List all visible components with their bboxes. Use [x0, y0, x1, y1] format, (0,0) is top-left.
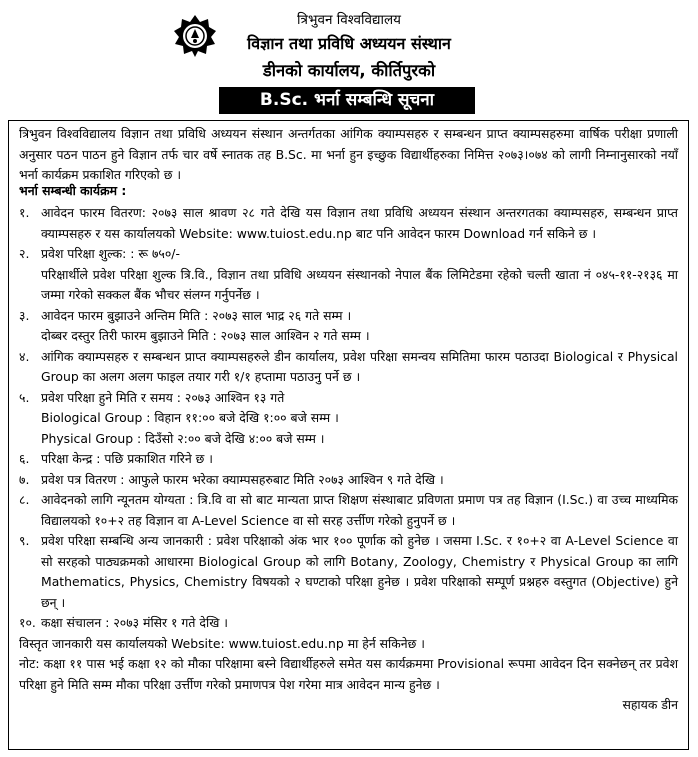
program-item: [19, 531, 678, 613]
intro-paragraph: त्रिभुवन विश्वविद्यालय विज्ञान तथा प्रविधि अध्ययन संस्थान अन्तर्गतका आंगिक क्याम्पसहरु र सम्बन्धन प्राप्त क्याम्पसहरुमा वार्षिक परीक्षा प्रणाली अनुसार पठन पाठन हुने विज्ञान तर्फ चार वर्षे स्नातक तह B.Sc. मा भर्ना हुन इच्छुक विद्यार्थीहरुका निमित्त २०७३।०७४ को लागी निम्नानुसारको नयाँ भर्ना कार्यक्रम प्रकाशित गरिएको छ ।: [19, 126, 678, 182]
item-text: आवेदन फारम बुझाउने अन्तिम मिति : २०७३ साल भाद्र २६ गते सम्म ।: [41, 307, 352, 323]
item-text: Physical Group : दिउँसो २:०० बजे देखि ४:०० बजे सम्म ।: [41, 430, 325, 446]
program-items: [19, 203, 678, 634]
item-number: ६.: [19, 451, 30, 466]
note-paragraph: नोट: कक्षा ११ पास भई कक्षा १२ को मौका परिक्षामा बस्ने विद्यार्थीहरुले समेत यस कार्यक्रममा Provisional रूपमा आवेदन दिन सक्नेछन् तर प्रवेश परिक्षा हुने मिति सम्म मौका परिक्षा उर्त्तीण गरेको प्रमाणपत्र पेश गरेमा मात्र आवेदन मान्य हुनेछ ।: [19, 656, 678, 692]
item-number: ७.: [19, 471, 30, 487]
item-text: आवेदनको लागि न्यूनतम योग्यता : त्रि.वि वा सो बाट मान्यता प्राप्त शिक्षण संस्थाबाट प्रविणता प्रमाण पत्र तह विज्ञान (I.Sc.) वा उच्च माध्यमिक विद्यालयको १०+२ तह विज्ञान वा A-Level Science वा सो सरह उर्त्तीण गरेको हुनुपर्ने छ ।: [41, 492, 678, 528]
item-number: ५.: [19, 389, 30, 405]
item-text: प्रवेश परिक्षा सम्बन्धि अन्य जानकारी : प्रवेश परिक्षाको अंक भार १०० पूर्णाक को हुनेछ । जसमा I.Sc. र १०+२ वा A-Level Science वा सो सरहको पाठ्यक्रमको आधारमा Biological Group को लागि Botany, Zoology, Chemistry र Physical Group का लागि Mathematics, Physics, Chemistry विषयको २ घण्टाको परिक्षा हुनेछ । प्रवेश परिक्षाको सम्पूर्ण प्रश्नहरु वस्तुगत (Objective) हुने छन् ।: [41, 533, 678, 610]
notice-body: [8, 120, 689, 750]
signature: सहायक डीन: [622, 697, 678, 712]
program-item: [19, 449, 678, 470]
item-text: प्रवेश पत्र वितरण : आफुले फारम भरेका क्याम्पसहरुबाट मिति २०७३ आश्विन ९ गते देखि ।: [41, 471, 444, 487]
program-item: [19, 347, 678, 388]
item-text: आवेदन फारम वितरण: २०७३ साल श्रावण २८ गते देखि यस विज्ञान तथा प्रविधि अध्ययन संस्थान अन्तरगतका क्याम्पसहरु, सम्बन्धन प्राप्त क्याम्पसहरु र यस कार्यालयको Website: www.tuiost.edu.np बाट पनि आवेदन फारम Download गर्न सकिने छ ।: [41, 205, 678, 241]
notice-title: B.Sc. भर्ना सम्बन्धि सूचना: [219, 87, 475, 114]
program-item: [19, 203, 678, 244]
item-number: १०.: [19, 615, 36, 630]
program-item: [19, 244, 678, 306]
program-item: [19, 470, 678, 491]
item-number: ४.: [19, 348, 30, 364]
item-text: आंगिक क्याम्पसहरु र सम्बन्धन प्राप्त क्याम्पसहरुले डीन कार्यालय, प्रवेश परिक्षा समन्वय समितिमा फारम पठाउदा Biological र Physical Group का अलग अलग फाइल तयार गरी १/१ हप्तामा पठाउनु पर्ने छ ।: [41, 348, 678, 384]
program-list: [19, 203, 678, 716]
more-info-line: विस्तृत जानकारी यस कार्यालयको Website: www.tuiost.edu.np मा हेर्न सकिनेछ ।: [19, 635, 425, 651]
university-name: त्रिभुवन विश्वविद्यालय: [297, 12, 401, 28]
item-text: प्रवेश परिक्षा हुने मिति र समय : २०७३ आश्विन १३ गते: [41, 389, 285, 405]
item-number: १.: [19, 205, 30, 220]
item-number: ८.: [19, 492, 30, 507]
item-text: परिक्षा केन्द्र : पछि प्रकाशित गरिने छ ।: [41, 451, 213, 466]
office-name: डीनको कार्यालय, कीर्तिपुरको: [262, 61, 436, 80]
program-item: [19, 306, 678, 347]
item-text: Biological Group : विहान ११:०० बजे देखि १:०० बजे सम्म ।: [41, 410, 339, 425]
program-item: [19, 613, 678, 634]
institute-name: विज्ञान तथा प्रविधि अध्ययन संस्थान: [247, 34, 451, 53]
program-heading: भर्ना सम्बन्धी कार्यक्रम :: [19, 183, 127, 198]
item-text: दोब्बर दस्तुर तिरी फारम बुझाउने मिति : २०७३ साल आश्विन २ गते सम्म ।: [41, 328, 370, 343]
item-text: प्रवेश परिक्षा शुल्क: : रू ७५०/-: [41, 246, 180, 261]
item-text: परिक्षार्थीले प्रवेश परिक्षा शुल्क त्रि.वि., विज्ञान तथा प्रविधि अध्ययन संस्थानको नेपाल बैंक लिमिटेडमा रहेको चल्ती खाता नं ०४५-११-२१३६ मा जम्मा गरेको सक्कल बैंक भौचर संलग्न गर्नुपर्नेछ ।: [41, 266, 678, 302]
item-number: ३.: [19, 307, 30, 323]
item-number: ९.: [19, 533, 30, 548]
program-item: [19, 388, 678, 450]
item-number: २.: [19, 246, 30, 261]
program-item: [19, 490, 678, 531]
item-text: कक्षा संचालन : २०७३ मंसिर १ गते देखि ।: [41, 615, 228, 630]
